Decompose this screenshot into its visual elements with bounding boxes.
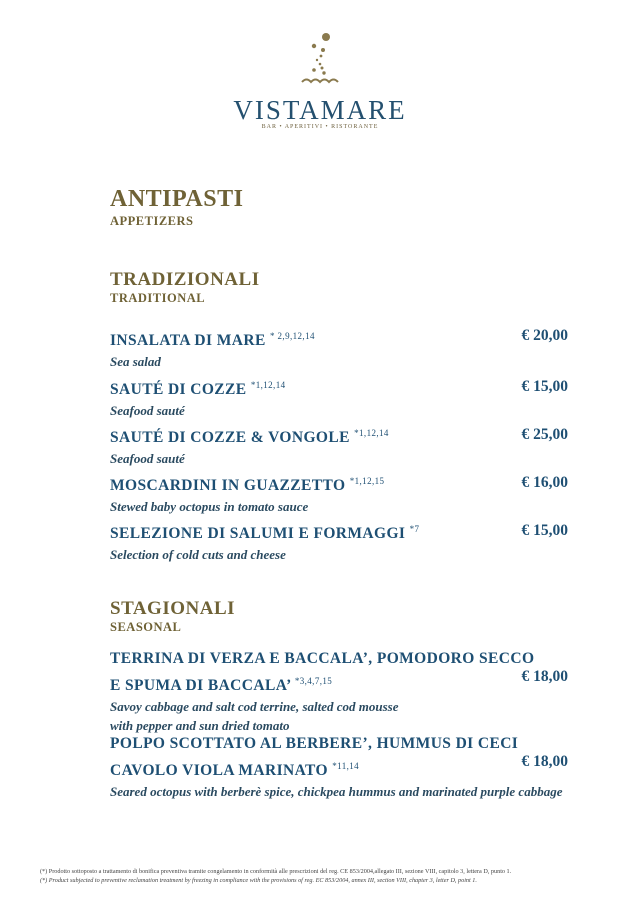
item-allergens: *3,4,7,15	[294, 676, 333, 686]
item-allergens: *1,12,15	[349, 476, 385, 486]
brand-tagline: BAR • APERITIVI • RISTORANTE	[261, 124, 379, 130]
item-price: € 18,00	[521, 753, 568, 770]
menu-item	[110, 470, 568, 516]
footer-note-it: (*) Prodotto sottoposto a trattamento di bonifica preventiva tramite congelamento in conformità alle prescrizioni del reg. CE 853/2004,allegato III, sezione VIII, capitolo 3, lettera D, punto 1.	[40, 868, 512, 875]
item-desc: Selection of cold cuts and cheese	[110, 547, 286, 562]
footer-note-en: (*) Product subjected to preventive reclamation treatment by freezing in compliance with the provisions of reg. EC 853/2004, annex III, section VIII, chapter 3, letter D, point 1.	[40, 877, 477, 884]
item-name: SAUTÉ DI COZZE	[110, 381, 247, 398]
menu-item	[110, 648, 568, 735]
item-allergens: *11,14	[332, 761, 360, 771]
logo-bubbles-icon	[290, 30, 350, 88]
logo	[0, 30, 640, 130]
item-name: E SPUMA DI BACCALA’	[110, 677, 291, 694]
item-name: SELEZIONE DI SALUMI E FORMAGGI	[110, 525, 406, 542]
item-price: € 25,00	[521, 426, 568, 443]
group-title: TRADIZIONALI	[110, 269, 260, 290]
menu-item	[110, 422, 568, 468]
item-price: € 15,00	[521, 378, 568, 395]
item-desc: Savoy cabbage and salt cod terrine, salted cod mousse	[110, 699, 399, 714]
footer-note	[40, 867, 620, 885]
item-price: € 16,00	[521, 474, 568, 491]
item-allergens: *1,12,14	[354, 428, 389, 438]
item-name: SAUTÉ DI COZZE & VONGOLE	[110, 429, 350, 446]
item-desc: Sea salad	[110, 354, 161, 369]
menu-item	[110, 325, 568, 371]
item-desc: Stewed baby octopus in tomato sauce	[110, 499, 309, 514]
menu-item	[110, 518, 568, 564]
item-desc: Seafood sauté	[110, 403, 185, 418]
item-price: € 20,00	[521, 327, 568, 344]
item-name: INSALATA DI MARE	[110, 332, 266, 349]
item-name: TERRINA DI VERZA E BACCALA’, POMODORO SECCO	[110, 650, 535, 667]
item-price: € 15,00	[521, 522, 568, 539]
brand-name: VISTAMARE	[233, 95, 407, 125]
group-title: STAGIONALI	[110, 598, 236, 619]
item-allergens: * 2,9,12,14	[269, 331, 315, 341]
item-desc: Seared octopus with berberè spice, chickpea hummus and marinated purple cabbage	[110, 784, 563, 799]
item-name: POLPO SCOTTATO AL BERBERE’, HUMMUS DI CECI	[110, 735, 519, 752]
item-name: CAVOLO VIOLA MARINATO	[110, 762, 328, 779]
menu-item	[110, 733, 580, 801]
menu-item	[110, 374, 568, 420]
group-subtitle: TRADITIONAL	[110, 291, 206, 305]
group-subtitle: SEASONAL	[110, 620, 182, 634]
item-allergens: *7	[409, 524, 420, 534]
item-desc: with pepper and sun dried tomato	[110, 718, 290, 733]
item-desc: Seafood sauté	[110, 451, 185, 466]
section-title: ANTIPASTI	[110, 186, 244, 212]
section-subtitle: APPETIZERS	[110, 214, 194, 228]
item-allergens: *1,12,14	[250, 380, 286, 390]
item-name: MOSCARDINI IN GUAZZETTO	[110, 477, 346, 494]
item-price: € 18,00	[521, 668, 568, 685]
